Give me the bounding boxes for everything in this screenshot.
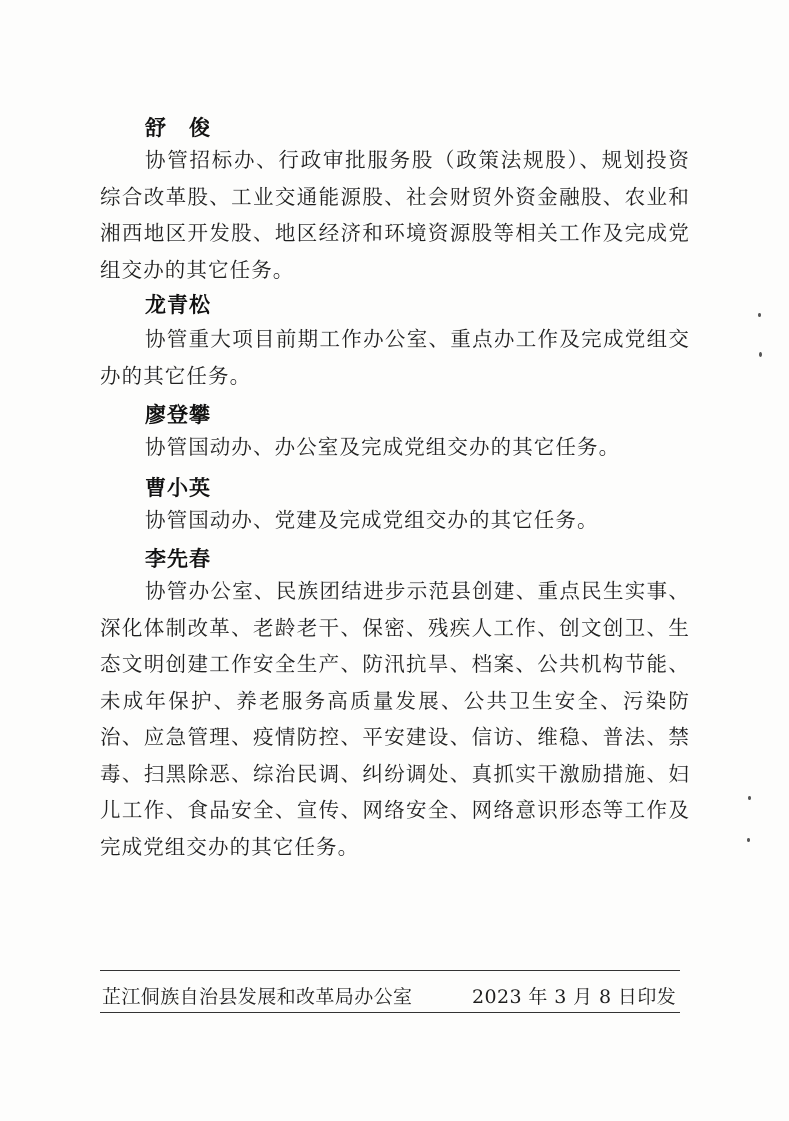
footer-top-rule <box>100 970 680 971</box>
section-name-li-xianchun: 李先春 <box>145 547 211 571</box>
section-duty-liao-dengpan: 协管国动办、办公室及完成党组交办的其它任务。 <box>145 435 621 459</box>
section-name-cao-xiaoying: 曹小英 <box>145 476 211 500</box>
footer-date: 2023 年 3 月 8 日印发 <box>472 986 677 1008</box>
footer-bottom-rule <box>100 1012 680 1013</box>
section-name-long-qingsong: 龙青松 <box>145 293 211 317</box>
section-duty-li-xianchun: 协管办公室、民族团结进步示范县创建、重点民生实事、深化体制改革、老龄老干、保密、残疾人工作、创文创卫、生态文明创建工作安全生产、防汛抗旱、档案、公共机构节能、未成年保护、养老服务高质量发展、公共卫生安全、污染防治、应急管理、疫情防控、平安建设、信访、维稳、普法、禁毒、扫黑除恶、综治民调、纠纷调处、真抓实干激励措施、妇儿工作、食品安全、宣传、网络安全、网络意识形态等工作及完成党组交办的其它任务。 <box>100 579 690 859</box>
footer-issuer: 芷江侗族自治县发展和改革局办公室 <box>102 986 413 1008</box>
scan-speck <box>748 796 751 800</box>
section-duty-long-qingsong: 协管重大项目前期工作办公室、重点办工作及完成党组交办的其它任务。 <box>100 327 690 388</box>
section-name-shu-jun: 舒 俊 <box>145 116 211 140</box>
section-duty-shu-jun: 协管招标办、行政审批服务股（政策法规股）、规划投资综合改革股、工业交通能源股、社会财贸外资金融股、农业和湘西地区开发股、地区经济和环境资源股等相关工作及完成党组交办的其它任务。 <box>100 148 690 282</box>
section-name-liao-dengpan: 廖登攀 <box>145 403 211 427</box>
section-duty-cao-xiaoying: 协管国动办、党建及完成党组交办的其它任务。 <box>145 508 599 532</box>
scan-speck <box>759 352 762 357</box>
scan-speck <box>747 838 750 842</box>
scan-speck <box>758 313 761 317</box>
